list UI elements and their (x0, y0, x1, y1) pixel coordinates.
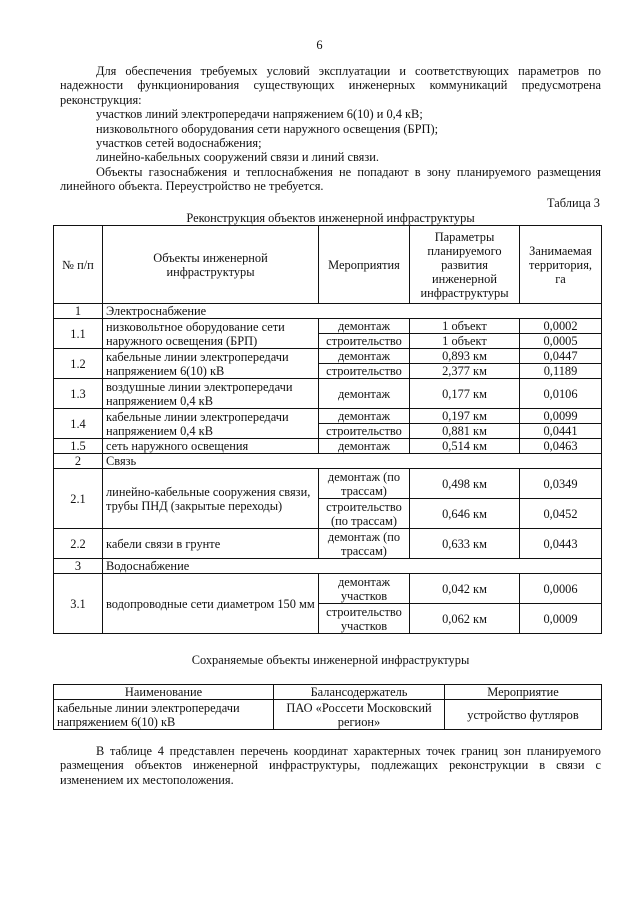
row-area: 0,0447 (520, 349, 602, 364)
intro-text (60, 64, 601, 194)
outro-text (60, 744, 601, 787)
row-num: 1.5 (54, 439, 103, 454)
section-row (54, 304, 602, 319)
row-measure: строительство (319, 364, 410, 379)
row-measure: демонтаж (319, 319, 410, 334)
row-area: 0,0006 (520, 574, 602, 604)
table-header-row (54, 226, 602, 304)
table-caption: Реконструкция объектов инженерной инфраструктуры (186, 211, 475, 225)
row-num: 1.3 (54, 379, 103, 409)
row-measure: строительство (319, 424, 410, 439)
table-row (54, 469, 602, 499)
header-name: Наименование (54, 685, 274, 700)
row-num: 1.2 (54, 349, 103, 379)
header-area: Занимаемая территория, га (520, 226, 602, 304)
row-param: 0,633 км (410, 529, 520, 559)
row-name: кабельные линии электропередачи напряжением 6(10) кВ (54, 700, 274, 730)
table-header-row (54, 685, 602, 700)
row-param: 0,177 км (410, 379, 520, 409)
row-object: линейно-кабельные сооружения связи, трубы ПНД (закрытые переходы) (103, 469, 319, 529)
row-measure: демонтаж участков (319, 574, 410, 604)
intro-paragraph-2: Объекты газоснабжения и теплоснабжения не попадают в зону планируемого размещения линейного объекта. Переустройство не требуется. (60, 164, 601, 194)
row-measure: строительство (319, 334, 410, 349)
row-area: 0,0106 (520, 379, 602, 409)
row-param: 1 объект (410, 334, 520, 349)
row-area: 0,0443 (520, 529, 602, 559)
table-row (54, 574, 602, 604)
intro-paragraph: Для обеспечения требуемых условий эксплуатации и соответствующих параметров по надежности функционирования существующих инженерных коммуникаций предусмотрена реконструкция: (60, 64, 601, 107)
section-title: Связь (103, 454, 602, 469)
row-holder: ПАО «Россети Московский регион» (274, 700, 445, 730)
row-param: 0,881 км (410, 424, 520, 439)
preserved-objects-table (53, 684, 602, 730)
section-row (54, 454, 602, 469)
row-param: 0,062 км (410, 604, 520, 634)
section-num: 3 (54, 559, 103, 574)
header-num: № п/п (54, 226, 103, 304)
section-title: Водоснабжение (103, 559, 602, 574)
row-param: 0,893 км (410, 349, 520, 364)
row-object: воздушные линии электропередачи напряжением 0,4 кВ (103, 379, 319, 409)
table-row (54, 349, 602, 364)
list-item: участков сетей водоснабжения; (96, 136, 262, 151)
row-area: 0,0349 (520, 469, 602, 499)
header-params: Параметры планируемого развития инженерной инфраструктуры (410, 226, 520, 304)
row-area: 0,0009 (520, 604, 602, 634)
row-area: 0,0002 (520, 319, 602, 334)
list-item: участков линий электропередачи напряжением 6(10) и 0,4 кВ; (96, 107, 423, 122)
header-measure: Мероприятие (445, 685, 602, 700)
row-param: 0,498 км (410, 469, 520, 499)
row-measure: демонтаж (по трассам) (319, 529, 410, 559)
table-row (54, 409, 602, 424)
row-object: низковольтное оборудование сети наружного освещения (БРП) (103, 319, 319, 349)
row-measure: строительство (по трассам) (319, 499, 410, 529)
row-area: 0,0441 (520, 424, 602, 439)
row-area: 0,1189 (520, 364, 602, 379)
row-num: 1.4 (54, 409, 103, 439)
row-area: 0,0463 (520, 439, 602, 454)
row-num: 2.2 (54, 529, 103, 559)
section-row (54, 559, 602, 574)
section-title: Электроснабжение (103, 304, 602, 319)
table-row (54, 379, 602, 409)
table-row (54, 439, 602, 454)
list-item: низковольтного оборудования сети наружного освещения (БРП); (96, 121, 439, 136)
table-row (54, 319, 602, 334)
row-num: 1.1 (54, 319, 103, 349)
row-object: кабели связи в грунте (103, 529, 319, 559)
row-object: водопроводные сети диаметром 150 мм (103, 574, 319, 634)
row-param: 1 объект (410, 319, 520, 334)
row-measure: демонтаж (по трассам) (319, 469, 410, 499)
row-num: 3.1 (54, 574, 103, 634)
page-number: 6 (316, 38, 323, 52)
row-object: сеть наружного освещения (103, 439, 319, 454)
row-area: 0,0005 (520, 334, 602, 349)
table-row (54, 529, 602, 559)
header-measure: Мероприятия (319, 226, 410, 304)
row-param: 0,042 км (410, 574, 520, 604)
header-holder: Балансодержатель (274, 685, 445, 700)
table4-caption: Сохраняемые объекты инженерной инфраструктуры (191, 653, 470, 667)
row-object: кабельные линии электропередачи напряжением 0,4 кВ (103, 409, 319, 439)
row-num: 2.1 (54, 469, 103, 529)
row-measure: строительство участков (319, 604, 410, 634)
row-param: 0,197 км (410, 409, 520, 424)
section-num: 1 (54, 304, 103, 319)
row-measure: демонтаж (319, 439, 410, 454)
row-object: кабельные линии электропередачи напряжением 6(10) кВ (103, 349, 319, 379)
row-area: 0,0452 (520, 499, 602, 529)
outro-paragraph: В таблице 4 представлен перечень координат характерных точек границ зон планируемого размещения объектов инженерной инфраструктуры, подлежащих реконструкции в связи с изменением их местоположения. (60, 744, 601, 787)
row-param: 2,377 км (410, 364, 520, 379)
table-row (54, 700, 602, 730)
row-param: 0,646 км (410, 499, 520, 529)
row-measure: демонтаж (319, 379, 410, 409)
header-object: Объекты инженерной инфраструктуры (103, 226, 319, 304)
row-area: 0,0099 (520, 409, 602, 424)
row-measure: устройство футляров (445, 700, 602, 730)
table-number: Таблица 3 (547, 196, 600, 210)
row-measure: демонтаж (319, 349, 410, 364)
section-num: 2 (54, 454, 103, 469)
list-item: линейно-кабельных сооружений связи и линий связи. (96, 150, 379, 165)
row-param: 0,514 км (410, 439, 520, 454)
row-measure: демонтаж (319, 409, 410, 424)
reconstruction-table (53, 225, 602, 634)
